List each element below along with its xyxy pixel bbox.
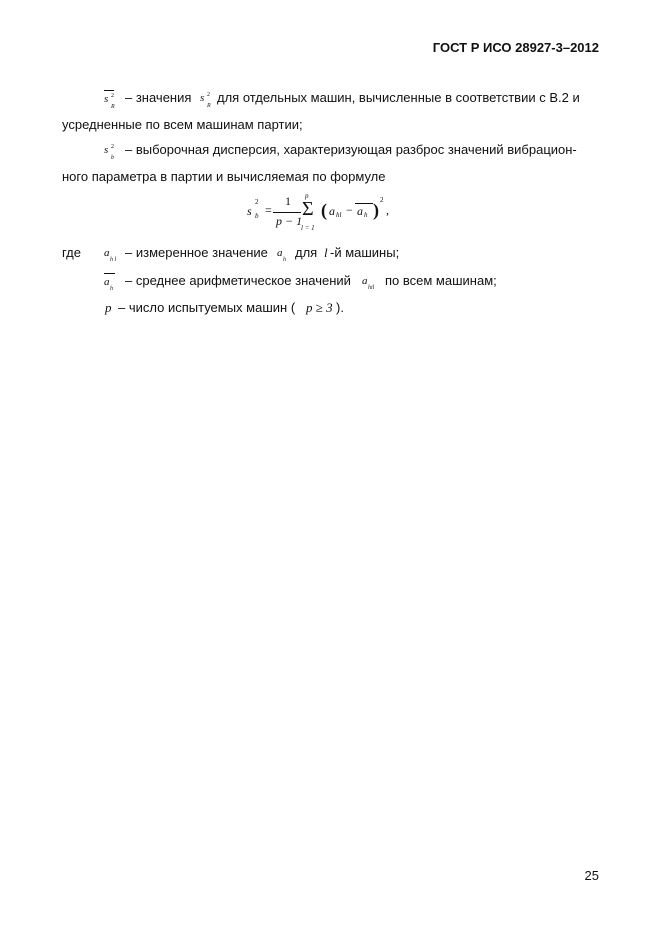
formula-sum-bottom: l = 1 — [301, 224, 315, 232]
para1-line2-text: усредненные по всем машинам партии; — [62, 117, 303, 132]
formula-term-abar-sub: h — [364, 211, 368, 219]
formula-open-paren: ( — [321, 200, 327, 220]
symbol-l: l — [324, 245, 328, 260]
para1-dash-text: – значения — [125, 90, 192, 105]
def1-for: для — [295, 245, 318, 260]
page-number: 25 — [584, 868, 599, 883]
symbol-s-r-bar: s 2 R — [104, 90, 114, 107]
formula-term-abar: a — [357, 204, 363, 218]
formula-lhs-sup: 2 — [255, 198, 259, 206]
symbol-a-hl: a h l — [104, 247, 117, 263]
formula-comma: , — [386, 203, 389, 217]
def1-text: – измеренное значение — [125, 245, 268, 260]
para2-line1-text: – выборочная дисперсия, характеризующая разброс значений вибрацион- — [125, 142, 577, 157]
def3-text: – число испытуемых машин ( — [118, 300, 296, 315]
formula-term-a-sub: hl — [336, 211, 342, 219]
para2-line2-text: ного параметра в партии и вычисляемая по формуле — [62, 169, 386, 184]
variance-formula — [245, 192, 405, 240]
symbol-p: p — [105, 300, 112, 315]
formula-term-a: a — [329, 204, 335, 218]
symbol-s-r: s 2 R — [200, 92, 211, 109]
symbol-a-hil: a hil — [362, 275, 375, 291]
document-header: ГОСТ Р ИСО 28927-3–2012 — [432, 40, 599, 55]
def2-text: – среднее арифметическое значений — [125, 273, 351, 288]
def2-end: по всем машинам; — [385, 273, 497, 288]
formula-lhs-sub: b — [255, 212, 259, 220]
def3-end: ). — [336, 300, 344, 315]
formula-power: 2 — [380, 196, 384, 204]
para1-line1-rest: для отдельных машин, вычисленные в соответствии с В.2 и — [217, 90, 580, 105]
formula-equals: = — [265, 203, 272, 217]
formula-sum: Σ — [302, 198, 314, 220]
def1-end: -й машины; — [330, 245, 400, 260]
symbol-s-b: s 2 b — [104, 144, 114, 161]
symbol-a-h-bar: a h — [104, 273, 115, 290]
where-label: где — [62, 245, 81, 260]
formula-close-paren: ) — [373, 200, 379, 220]
formula-lhs: s — [247, 204, 252, 218]
def3-condition: p ≥ 3 — [306, 300, 333, 315]
symbol-a-h: a h — [277, 247, 286, 263]
formula-denominator: p − 1 — [276, 214, 303, 228]
formula-minus: − — [346, 203, 353, 217]
formula-sum-top: p — [305, 192, 309, 200]
formula-numerator: 1 — [285, 194, 291, 208]
